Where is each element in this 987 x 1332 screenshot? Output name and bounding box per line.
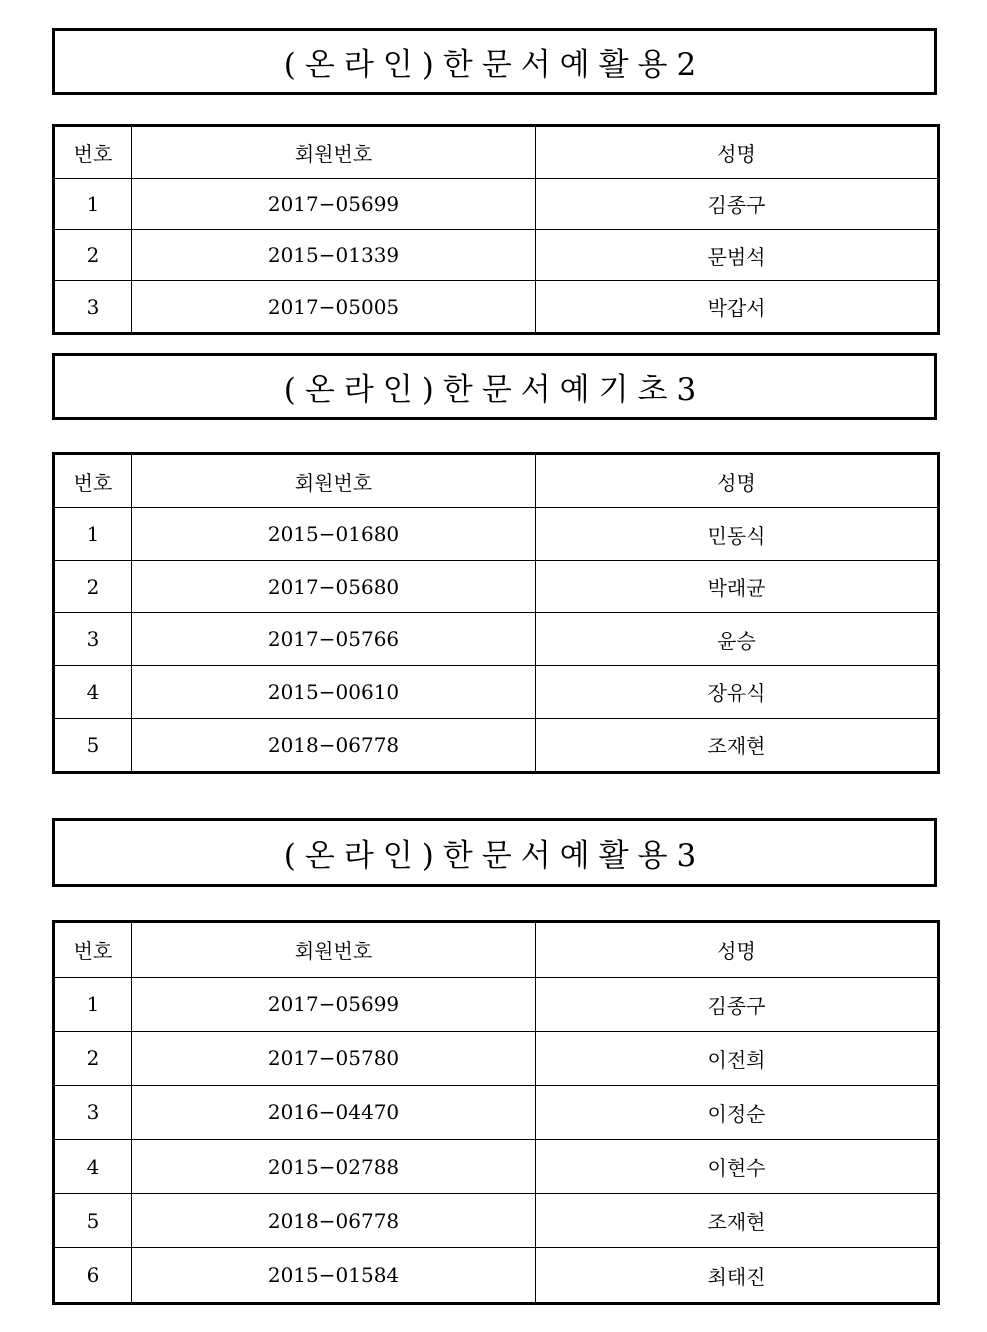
cell-name: 이전희 xyxy=(536,1031,939,1085)
table-row xyxy=(54,1139,939,1193)
cell-member-id: 2015−02788 xyxy=(132,1139,536,1193)
cell-number: 3 xyxy=(54,1085,132,1139)
cell-number: 2 xyxy=(54,560,132,613)
table-row xyxy=(54,508,939,561)
cell-number: 2 xyxy=(54,1031,132,1085)
table-row xyxy=(54,718,939,772)
table-row xyxy=(54,1085,939,1139)
cell-number: 4 xyxy=(54,666,132,719)
roster-table xyxy=(52,452,940,774)
table-row xyxy=(54,1248,939,1304)
header-number: 번호 xyxy=(54,454,132,508)
cell-name: 박갑서 xyxy=(536,281,939,334)
cell-member-id: 2017−05680 xyxy=(132,560,536,613)
cell-member-id: 2015−00610 xyxy=(132,666,536,719)
cell-member-id: 2017−05766 xyxy=(132,613,536,666)
cell-member-id: 2015−01680 xyxy=(132,508,536,561)
cell-member-id: 2015−01339 xyxy=(132,229,536,280)
table-header-row xyxy=(54,126,939,179)
cell-member-id: 2017−05780 xyxy=(132,1031,536,1085)
cell-number: 5 xyxy=(54,1194,132,1248)
cell-name: 장유식 xyxy=(536,666,939,719)
table-row xyxy=(54,977,939,1031)
cell-member-id: 2017−05005 xyxy=(132,281,536,334)
cell-number: 3 xyxy=(54,613,132,666)
section-title: (온라인)한문서예활용3 xyxy=(52,818,937,887)
cell-name: 문범석 xyxy=(536,229,939,280)
cell-member-id: 2015−01584 xyxy=(132,1248,536,1304)
table-row xyxy=(54,229,939,280)
cell-name: 윤승 xyxy=(536,613,939,666)
cell-member-id: 2017−05699 xyxy=(132,178,536,229)
table-row xyxy=(54,666,939,719)
cell-name: 조재현 xyxy=(536,718,939,772)
cell-number: 1 xyxy=(54,508,132,561)
header-number: 번호 xyxy=(54,126,132,179)
table-row xyxy=(54,613,939,666)
cell-name: 김종구 xyxy=(536,178,939,229)
table-row xyxy=(54,178,939,229)
cell-name: 민동식 xyxy=(536,508,939,561)
cell-number: 5 xyxy=(54,718,132,772)
header-member-id: 회원번호 xyxy=(132,454,536,508)
header-name: 성명 xyxy=(536,922,939,978)
cell-number: 1 xyxy=(54,977,132,1031)
roster-table xyxy=(52,920,940,1305)
cell-member-id: 2017−05699 xyxy=(132,977,536,1031)
cell-number: 1 xyxy=(54,178,132,229)
section-title: (온라인)한문서예기초3 xyxy=(52,353,937,420)
table-row xyxy=(54,1194,939,1248)
cell-name: 조재현 xyxy=(536,1194,939,1248)
roster-table xyxy=(52,124,940,335)
cell-member-id: 2016−04470 xyxy=(132,1085,536,1139)
cell-member-id: 2018−06778 xyxy=(132,718,536,772)
cell-number: 3 xyxy=(54,281,132,334)
cell-name: 박래균 xyxy=(536,560,939,613)
header-name: 성명 xyxy=(536,126,939,179)
cell-name: 김종구 xyxy=(536,977,939,1031)
header-name: 성명 xyxy=(536,454,939,508)
cell-name: 이현수 xyxy=(536,1139,939,1193)
table-row xyxy=(54,281,939,334)
cell-number: 2 xyxy=(54,229,132,280)
cell-number: 6 xyxy=(54,1248,132,1304)
cell-name: 이정순 xyxy=(536,1085,939,1139)
cell-name: 최태진 xyxy=(536,1248,939,1304)
cell-number: 4 xyxy=(54,1139,132,1193)
header-member-id: 회원번호 xyxy=(132,922,536,978)
section-title: (온라인)한문서예활용2 xyxy=(52,28,937,95)
table-row xyxy=(54,560,939,613)
table-row xyxy=(54,1031,939,1085)
cell-member-id: 2018−06778 xyxy=(132,1194,536,1248)
header-member-id: 회원번호 xyxy=(132,126,536,179)
header-number: 번호 xyxy=(54,922,132,978)
table-header-row xyxy=(54,922,939,978)
table-header-row xyxy=(54,454,939,508)
